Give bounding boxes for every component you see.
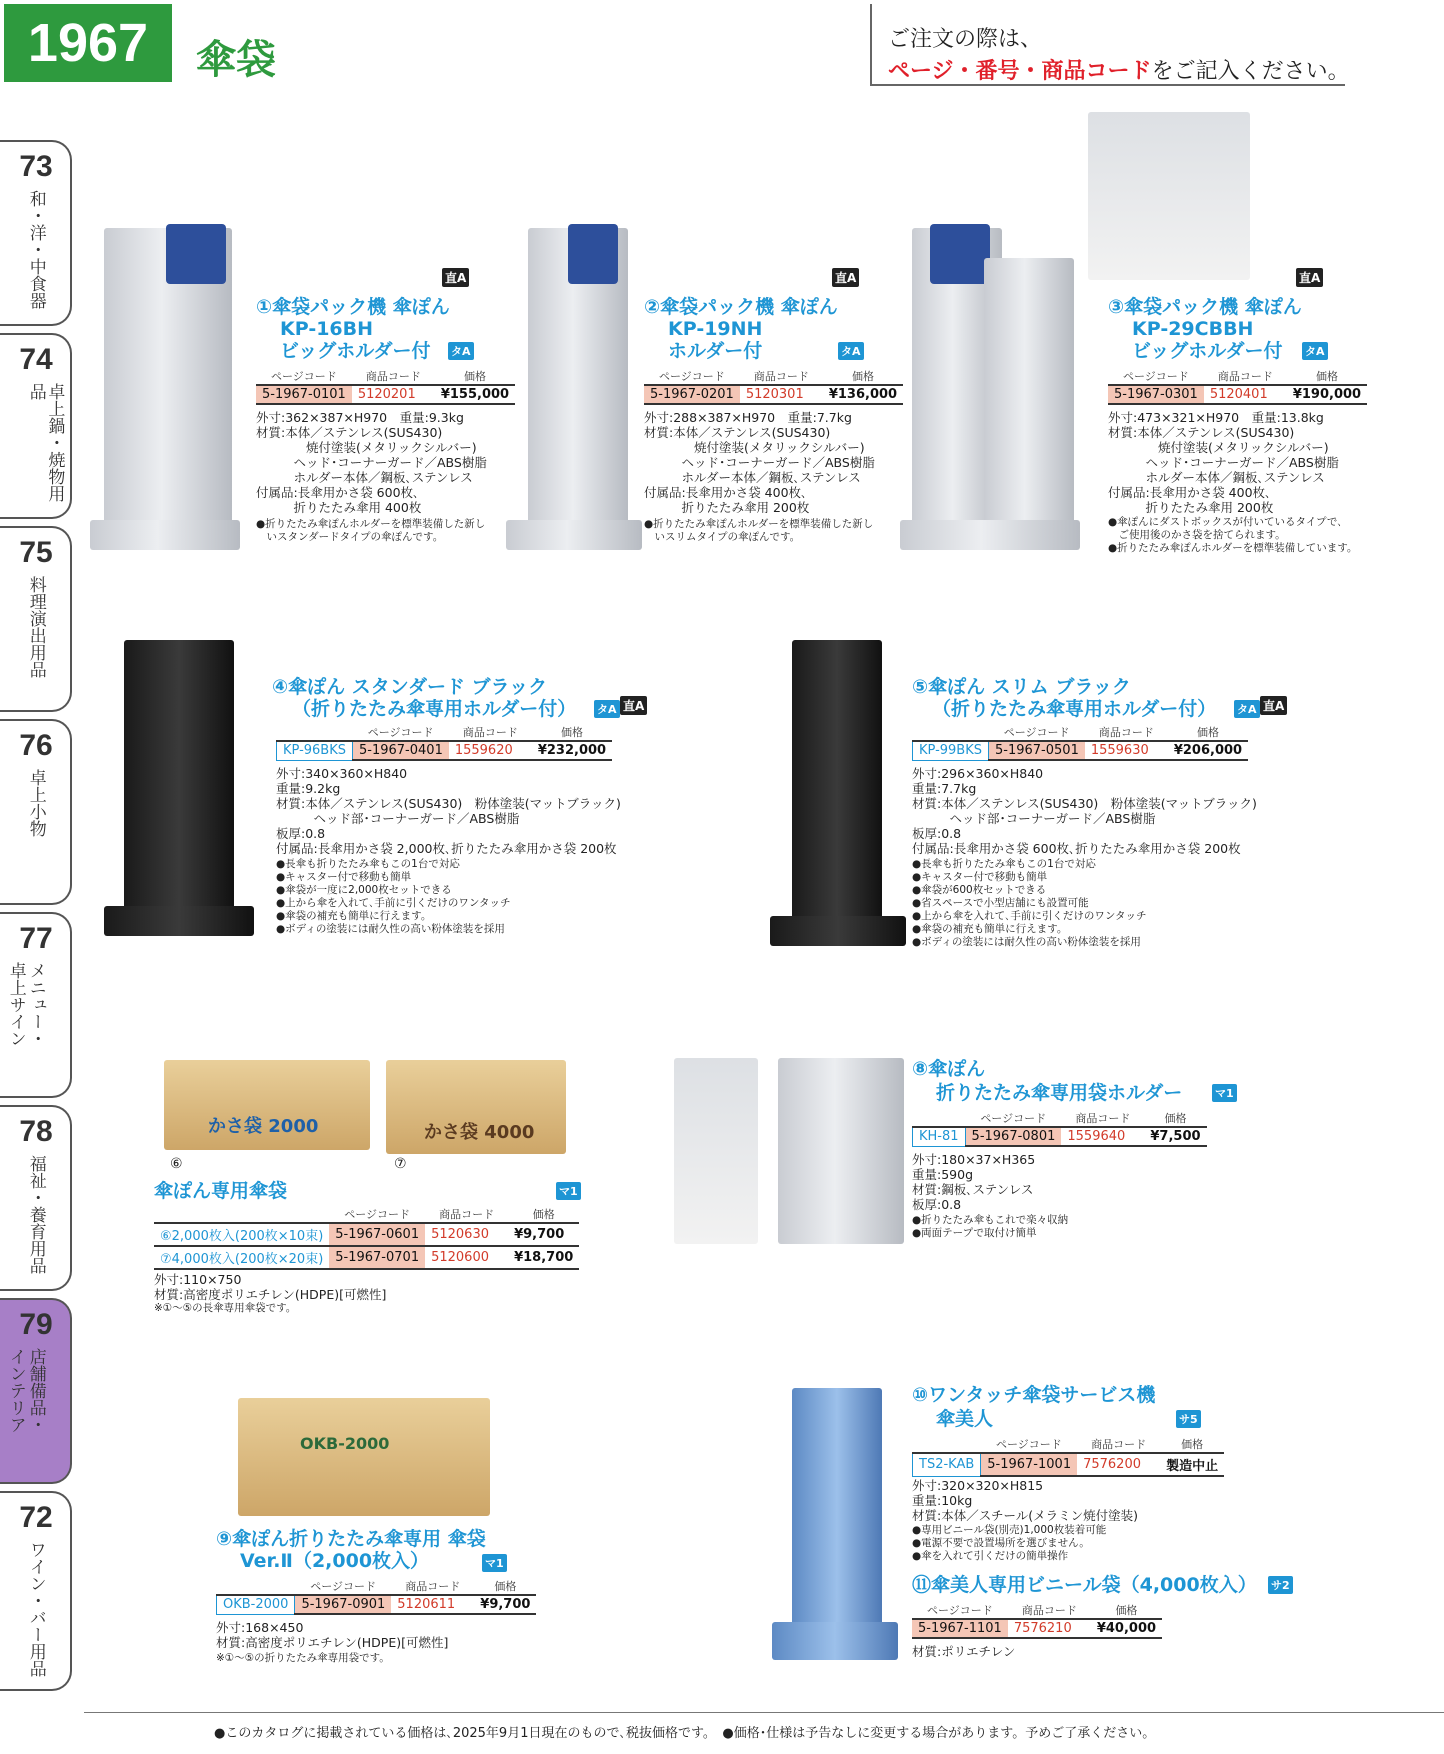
- item-code: 5120201: [352, 385, 435, 404]
- item-code: 5120630: [425, 1223, 508, 1246]
- page-code: 5-1967-0701: [329, 1246, 425, 1269]
- product-4-base: [104, 906, 254, 936]
- header-divider: [870, 4, 872, 84]
- product-10-subtitle: 傘美人: [936, 1408, 994, 1430]
- col-page-code: ページコード: [256, 368, 352, 385]
- product-3-head: [930, 224, 990, 284]
- col-item-code: 商品コード: [740, 368, 823, 385]
- item-code: 5120401: [1204, 385, 1287, 404]
- product-3-dustbox: [984, 258, 1074, 548]
- page-title: 傘袋: [196, 37, 276, 83]
- col-item-code: 商品コード: [425, 1206, 508, 1223]
- tab-73[interactable]: [0, 140, 72, 326]
- product-3-code-table: [1108, 368, 1367, 405]
- footer-divider: [84, 1712, 1444, 1713]
- col-price: 価格: [1287, 368, 1367, 385]
- model-number: KP-99BKS: [913, 741, 989, 760]
- product-5-spec: 外寸:296×360×H840 重量:7.7kg 材質:本体／ステンレス(SUS430) 粉体塗装(マットブラック) ヘッド部･コーナーガード／ABS樹脂 板厚:0.8 付属品:長傘用かさ袋 600枚､折りたたみ傘用かさ袋 200枚: [912, 766, 1257, 856]
- tab-number: 76: [19, 729, 53, 762]
- direct-badge: 直A: [1260, 696, 1287, 715]
- product-5-subtitle: （折りたたみ傘専用ホルダー付）: [932, 698, 1217, 720]
- variant-name: ⑥2,000枚入(200枚×10束): [154, 1223, 329, 1246]
- variant-name: ⑦4,000枚入(200枚×20束): [154, 1246, 329, 1269]
- product-8-notes: ●折りたたみ傘もこれで楽々収納 ●両面テープで取付け簡単: [912, 1214, 1069, 1239]
- price: ¥206,000: [1168, 741, 1248, 760]
- col-page-code: ページコード: [1108, 368, 1204, 385]
- product-1-head: [166, 224, 226, 284]
- tab-number: 73: [19, 150, 53, 183]
- col-page-code: ページコード: [912, 1602, 1008, 1619]
- model-number: OKB-2000: [217, 1595, 295, 1614]
- page-code: 5-1967-0601: [329, 1223, 425, 1246]
- price: ¥18,700: [508, 1246, 579, 1269]
- tab-74[interactable]: [0, 333, 72, 519]
- col-item-code: 商品コード: [449, 724, 532, 741]
- col-price: 価格: [1160, 1436, 1224, 1453]
- page-number: 1967: [4, 4, 172, 82]
- col-price: 価格: [1168, 724, 1248, 741]
- product-4-image: [124, 640, 234, 930]
- sa5-badge: サ5: [1176, 1410, 1201, 1428]
- product-2-base: [506, 520, 642, 550]
- ma-badge: マ1: [1212, 1084, 1237, 1102]
- product-10-title: ⑩ワンタッチ傘袋サービス機: [912, 1384, 1156, 1406]
- col-item-code: 商品コード: [1204, 368, 1287, 385]
- tab-75[interactable]: [0, 526, 72, 712]
- page-code: 5-1967-0901: [295, 1595, 391, 1614]
- product-9-spec: 外寸:168×450 材質:高密度ポリエチレン(HDPE)[可燃性]: [216, 1620, 449, 1650]
- product-9-box-image: [238, 1398, 490, 1516]
- product-67-title: 傘ぽん専用傘袋: [154, 1180, 288, 1202]
- col-page-code: ページコード: [989, 724, 1085, 741]
- product-8-spec: 外寸:180×37×H365 重量:590g 材質:鋼板､ステンレス 板厚:0.8: [912, 1152, 1036, 1212]
- col-price: 価格: [823, 368, 903, 385]
- product-5-code-table: [912, 724, 1248, 761]
- product-8-code-table: [912, 1110, 1207, 1147]
- tab-number: 77: [19, 922, 53, 955]
- price: ¥136,000: [823, 385, 903, 404]
- price: ¥9,700: [508, 1223, 579, 1246]
- sa2-badge: サ2: [1268, 1576, 1293, 1594]
- ta-badge: タA: [1302, 342, 1328, 360]
- product-5-base: [770, 916, 906, 946]
- product-3-title: ③傘袋パック機 傘ぽん: [1108, 296, 1302, 318]
- tab-label: ワイン・バー用品: [25, 1541, 46, 1677]
- product-1-base: [90, 520, 240, 550]
- product-3-usage-photo: [1088, 112, 1250, 280]
- product-2-code-table: [644, 368, 903, 405]
- item-code: 5120611: [391, 1595, 474, 1614]
- col-price: 価格: [1144, 1110, 1206, 1127]
- col-page-code: ページコード: [329, 1206, 425, 1223]
- tab-label-2: 卓上サイン: [5, 962, 26, 1047]
- product-3-base: [900, 520, 1080, 550]
- order-note-line1: ご注文の際は、: [888, 27, 1043, 52]
- col-price: 価格: [435, 368, 515, 385]
- order-note-tail: をご記入ください。: [1151, 59, 1350, 84]
- tab-77[interactable]: [0, 912, 72, 1098]
- model-number: KP-96BKS: [277, 741, 353, 760]
- item-code: 1559640: [1061, 1127, 1144, 1146]
- col-item-code: 商品コード: [1008, 1602, 1091, 1619]
- col-page-code: ページコード: [981, 1436, 1077, 1453]
- product-10-image: [792, 1388, 882, 1646]
- direct-badge: 直A: [620, 696, 647, 715]
- ta-badge: タA: [1234, 700, 1260, 718]
- order-note-highlight: ページ・番号・商品コード: [888, 59, 1152, 84]
- product-5-title: ⑤傘ぽん スリム ブラック: [912, 676, 1131, 698]
- product-8-title: ⑧傘ぽん: [912, 1058, 986, 1080]
- price: ¥155,000: [435, 385, 515, 404]
- label-7: ⑦: [394, 1156, 407, 1172]
- col-page-code: ページコード: [295, 1578, 391, 1595]
- item-code: 5120600: [425, 1246, 508, 1269]
- col-item-code: 商品コード: [1061, 1110, 1144, 1127]
- ma-badge: マ1: [556, 1182, 581, 1200]
- product-4-notes: ●長傘も折りたたみ傘もこの1台で対応 ●キャスター付で移動も簡単 ●傘袋が一度に2,000枚セットできる ●上から傘を入れて､手前に引くだけのワンタッチ ●傘袋の補充も簡単に行えます。 ●ボディの塗装には耐久性の高い粉体塗装を採用: [276, 858, 511, 935]
- product-1-code-table: [256, 368, 515, 405]
- product-6-box-label: かさ袋 2000: [208, 1116, 319, 1137]
- product-3-notes: ●傘ぽんにダストボックスが付いているタイプで､ ご使用後のかさ袋を捨てられます。 ●折りたたみ傘ぽんホルダーを標準装備しています。: [1108, 516, 1358, 554]
- page-code: 5-1967-0301: [1108, 385, 1204, 404]
- price: 製造中止: [1160, 1453, 1224, 1476]
- page-code: 5-1967-1101: [912, 1619, 1008, 1638]
- product-5-notes: ●長傘も折りたたみ傘もこの1台で対応 ●キャスター付で移動も簡単 ●傘袋が600枚セットできる ●省スペースで小型店舗にも設置可能 ●上から傘を入れて､手前に引くだけのワンタッチ ●傘袋の補充も簡単に行えます。 ●ボディの塗装には耐久性の高い粉体塗装を採用: [912, 858, 1147, 948]
- page-code: 5-1967-0201: [644, 385, 740, 404]
- col-item-code: 商品コード: [391, 1578, 474, 1595]
- item-code: 1559630: [1085, 741, 1168, 760]
- direct-badge: 直A: [442, 268, 469, 287]
- tab-number: 74: [19, 343, 53, 376]
- product-2-spec: 外寸:288×387×H970 重量:7.7kg 材質:本体／ステンレス(SUS430) 焼付塗装(メタリックシルバー) ヘッド･コーナーガード／ABS樹脂 ホルダー本体／鋼板､ステンレス 付属品:長傘用かさ袋 400枚､ 折りたたみ傘用 200枚: [644, 410, 875, 515]
- col-price: 価格: [474, 1578, 536, 1595]
- product-8-holder-image: [674, 1058, 758, 1244]
- model-number: TS2-KAB: [913, 1453, 981, 1476]
- product-2-model-title: KP-19NH: [668, 318, 763, 340]
- tab-label: メニュー・: [25, 962, 46, 1047]
- product-3-subtitle: ビッグホルダー付: [1132, 340, 1283, 362]
- product-67-note: ※①～⑤の長傘専用傘袋です。: [154, 1302, 297, 1314]
- price: ¥40,000: [1091, 1619, 1162, 1638]
- ta-badge: タA: [838, 342, 864, 360]
- tab-number: 78: [19, 1115, 53, 1148]
- col-price: 価格: [532, 724, 612, 741]
- tab-label: 料理演出用品: [25, 576, 46, 678]
- product-9-code-table: [216, 1578, 536, 1615]
- tab-number: 79: [19, 1308, 53, 1341]
- order-note-line2: [888, 54, 1350, 85]
- item-code: 7576200: [1077, 1453, 1160, 1476]
- tab-label: 卓上鍋・焼物用品: [25, 383, 65, 502]
- price: ¥9,700: [474, 1595, 536, 1614]
- footer-note: ●このカタログに掲載されている価格は､2025年9月1日現在のもので､税抜価格です。 ●価格･仕様は予告なしに変更する場合があります。予めご了承ください。: [214, 1726, 1156, 1741]
- col-page-code: ページコード: [353, 724, 449, 741]
- product-8-installed-image: [778, 1058, 904, 1244]
- product-2-subtitle: ホルダー付: [668, 340, 763, 362]
- ta-badge: タA: [594, 700, 620, 718]
- tab-79[interactable]: [0, 1298, 72, 1484]
- product-11-code-table: [912, 1602, 1162, 1639]
- label-6: ⑥: [170, 1156, 183, 1172]
- product-7-box-label: かさ袋 4000: [424, 1122, 535, 1143]
- direct-badge: 直A: [1296, 268, 1323, 287]
- tab-78[interactable]: [0, 1105, 72, 1291]
- product-2-notes: ●折りたたみ傘ぽんホルダーを標準装備した新し いスリムタイプの傘ぽんです。: [644, 518, 874, 543]
- product-11-title: ⑪傘美人専用ビニール袋（4,000枚入）: [912, 1574, 1257, 1596]
- page-code: 5-1967-0101: [256, 385, 352, 404]
- product-1-spec: 外寸:362×387×H970 重量:9.3kg 材質:本体／ステンレス(SUS430) 焼付塗装(メタリックシルバー) ヘッド･コーナーガード／ABS樹脂 ホルダー本体／鋼板､ステンレス 付属品:長傘用かさ袋 600枚､ 折りたたみ傘用 400枚: [256, 410, 487, 515]
- model-number: KH-81: [913, 1127, 966, 1146]
- product-1-title: ①傘袋パック機 傘ぽん: [256, 296, 450, 318]
- product-3-model-title: KP-29CBBH: [1132, 318, 1254, 340]
- tab-label: 和・洋・中食器: [25, 190, 46, 309]
- product-9-title: ⑨傘ぽん折りたたみ傘専用 傘袋: [216, 1528, 486, 1550]
- product-4-spec: 外寸:340×360×H840 重量:9.2kg 材質:本体／ステンレス(SUS430) 粉体塗装(マットブラック) ヘッド部･コーナーガード／ABS樹脂 板厚:0.8 付属品:長傘用かさ袋 2,000枚､折りたたみ傘用かさ袋 200枚: [276, 766, 621, 856]
- tab-number: 72: [19, 1501, 53, 1534]
- col-page-code: ページコード: [965, 1110, 1061, 1127]
- ma-badge: マ1: [482, 1554, 507, 1572]
- tab-72[interactable]: [0, 1491, 72, 1691]
- product-4-code-table: [276, 724, 612, 761]
- product-2-head: [568, 224, 618, 284]
- page-code: 5-1967-1001: [981, 1453, 1077, 1476]
- product-1-notes: ●折りたたみ傘ぽんホルダーを標準装備した新し いスタンダードタイプの傘ぽんです。: [256, 518, 486, 543]
- product-1-subtitle: ビッグホルダー付: [280, 340, 431, 362]
- product-1-model-title: KP-16BH: [280, 318, 374, 340]
- col-item-code: 商品コード: [352, 368, 435, 385]
- page-code: 5-1967-0801: [965, 1127, 1061, 1146]
- product-9-note: ※①～⑤の折りたたみ傘専用袋です。: [216, 1652, 390, 1664]
- page-code: 5-1967-0501: [989, 741, 1085, 760]
- ta-badge: タA: [448, 342, 474, 360]
- tab-number: 75: [19, 536, 53, 569]
- col-page-code: ページコード: [644, 368, 740, 385]
- tab-label-2: インテリア: [5, 1348, 26, 1433]
- price: ¥7,500: [1144, 1127, 1206, 1146]
- item-code: 1559620: [449, 741, 532, 760]
- product-11-spec: 材質:ポリエチレン: [912, 1644, 1016, 1659]
- product-4-title: ④傘ぽん スタンダード ブラック: [272, 676, 548, 698]
- product-10-base: [772, 1622, 898, 1660]
- col-item-code: 商品コード: [1085, 724, 1168, 741]
- col-item-code: 商品コード: [1077, 1436, 1160, 1453]
- product-10-spec: 外寸:320×320×H815 重量:10kg 材質:本体／スチール(メラミン焼付塗装): [912, 1478, 1138, 1523]
- tab-label: 卓上小物: [25, 769, 46, 837]
- product-67-spec: 外寸:110×750 材質:高密度ポリエチレン(HDPE)[可燃性]: [154, 1272, 387, 1302]
- product-67-code-table: [154, 1206, 579, 1270]
- product-9-subtitle: Ver.Ⅱ（2,000枚入）: [240, 1550, 430, 1572]
- tab-label: 店舗備品・: [25, 1348, 46, 1433]
- page-code: 5-1967-0401: [353, 741, 449, 760]
- product-10-code-table: [912, 1436, 1224, 1477]
- product-3-spec: 外寸:473×321×H970 重量:13.8kg 材質:本体／ステンレス(SUS430) 焼付塗装(メタリックシルバー) ヘッド･コーナーガード／ABS樹脂 ホルダー本体／鋼板､ステンレス 付属品:長傘用かさ袋 400枚､ 折りたたみ傘用 200枚: [1108, 410, 1339, 515]
- tab-76[interactable]: [0, 719, 72, 905]
- product-9-box-label: OKB-2000: [300, 1434, 390, 1453]
- product-10-notes: ●専用ビニール袋(別売)1,000枚装着可能 ●電源不要で設置場所を選びません。 ●傘を入れて引くだけの簡単操作: [912, 1524, 1107, 1562]
- direct-badge: 直A: [832, 268, 859, 287]
- col-price: 価格: [1091, 1602, 1162, 1619]
- item-code: 5120301: [740, 385, 823, 404]
- item-code: 7576210: [1008, 1619, 1091, 1638]
- product-8-subtitle: 折りたたみ傘専用袋ホルダー: [936, 1082, 1183, 1104]
- product-2-title: ②傘袋パック機 傘ぽん: [644, 296, 838, 318]
- price: ¥190,000: [1287, 385, 1367, 404]
- product-5-image: [792, 640, 882, 940]
- price: ¥232,000: [532, 741, 612, 760]
- tab-label: 福祉・養育用品: [25, 1155, 46, 1274]
- col-price: 価格: [508, 1206, 579, 1223]
- product-4-subtitle: （折りたたみ傘専用ホルダー付）: [292, 698, 577, 720]
